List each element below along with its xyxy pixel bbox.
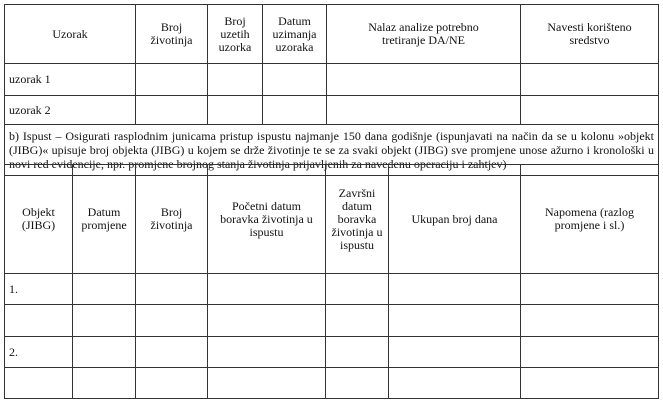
cell: uzorak 2 <box>5 96 136 125</box>
cell[interactable] <box>326 368 389 399</box>
cell[interactable] <box>389 274 521 305</box>
cell[interactable] <box>208 305 326 337</box>
cell[interactable] <box>208 337 326 368</box>
header-broj-zivotinja: Broj životinja <box>136 5 208 64</box>
cell[interactable] <box>326 337 389 368</box>
sample-table <box>4 4 659 176</box>
cell[interactable] <box>521 368 659 399</box>
header-broj-uzoraka: Broj uzetih uzorka <box>208 5 263 64</box>
header-zavrsni-datum: Završni datum boravka životinja u ispustu <box>326 165 389 274</box>
cell[interactable] <box>521 96 659 125</box>
header-row <box>5 5 659 64</box>
header-datum-promjene: Datum promjene <box>73 165 136 274</box>
cell[interactable] <box>327 64 521 96</box>
table-row <box>5 337 659 368</box>
cell[interactable] <box>136 368 208 399</box>
table-row <box>5 96 659 125</box>
cell[interactable] <box>136 96 208 125</box>
cell[interactable] <box>5 305 73 337</box>
cell[interactable] <box>73 337 136 368</box>
cell[interactable] <box>73 274 136 305</box>
cell: 1. <box>5 274 73 305</box>
cell[interactable] <box>521 64 659 96</box>
cell[interactable] <box>73 368 136 399</box>
header-broj-zivotinja: Broj životinja <box>136 165 208 274</box>
cell[interactable] <box>327 96 521 125</box>
cell: 2. <box>5 337 73 368</box>
cell[interactable] <box>263 96 327 125</box>
cell[interactable] <box>521 337 659 368</box>
section-b-description: b) Ispust – Osigurati rasplodnim junicama pristup ispustu najmanje 150 dana godišnje (ispunjavati na način da se u kolonu »objekt (JIBG)« upisuje broj objekta (JIBG) u kojem se drže životinje te se za svaki objekt (JIBG) sve promjene unose ažurno i kronološki u novi red evidencije, npr. promjene brojnog stanja životinja prijavljenih za navedenu operaciju i zahtjev) <box>5 125 659 176</box>
cell[interactable] <box>521 274 659 305</box>
header-pocetni-datum: Početni datum boravka životinja u ispustu <box>208 165 326 274</box>
cell[interactable] <box>5 368 73 399</box>
cell[interactable] <box>389 368 521 399</box>
cell[interactable] <box>326 305 389 337</box>
table-row <box>5 368 659 399</box>
table-row <box>5 274 659 305</box>
cell[interactable] <box>263 64 327 96</box>
cell[interactable] <box>208 274 326 305</box>
header-datum-uzimanja: Datum uzimanja uzoraka <box>263 5 327 64</box>
cell[interactable] <box>208 368 326 399</box>
header-uzorak: Uzorak <box>5 5 136 64</box>
header-napomena: Napomena (razlog promjene i sl.) <box>521 165 659 274</box>
cell[interactable] <box>136 274 208 305</box>
header-row <box>5 165 659 274</box>
cell[interactable] <box>389 305 521 337</box>
table-row <box>5 305 659 337</box>
cell[interactable] <box>521 305 659 337</box>
header-objekt: Objekt (JIBG) <box>5 165 73 274</box>
table-row <box>5 64 659 96</box>
pasture-table <box>4 164 659 399</box>
header-nalaz-analize: Nalaz analize potrebno tretiranje DA/NE <box>327 5 521 64</box>
cell[interactable] <box>136 337 208 368</box>
cell[interactable] <box>326 274 389 305</box>
header-sredstvo: Navesti korišteno sredstvo <box>521 5 659 64</box>
cell[interactable] <box>136 305 208 337</box>
cell[interactable] <box>208 64 263 96</box>
cell[interactable] <box>389 337 521 368</box>
header-ukupan-broj-dana: Ukupan broj dana <box>389 165 521 274</box>
cell[interactable] <box>208 96 263 125</box>
cell: uzorak 1 <box>5 64 136 96</box>
cell[interactable] <box>136 64 208 96</box>
cell[interactable] <box>73 305 136 337</box>
